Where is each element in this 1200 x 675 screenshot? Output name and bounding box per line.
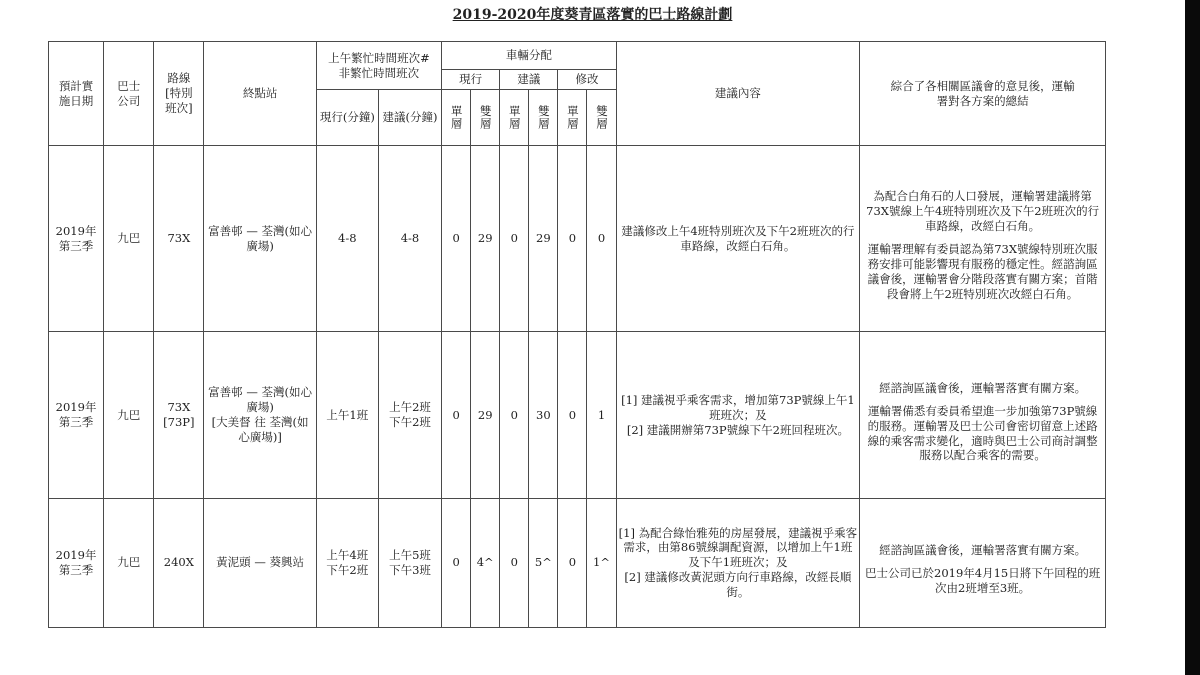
header-proposed-double-deck: 雙層 — [529, 90, 558, 146]
header-row-1 — [49, 42, 1106, 70]
cell-fleet-current-single: 0 — [442, 146, 471, 332]
summary-paragraph: 運輸署備悉有委員希望進一步加強第73P號線的服務。運輸署及巴士公司會密切留意上述路線的乘客需求變化，適時與巴士公司商討調整服務以配合乘客的需要。 — [867, 403, 1098, 463]
header-revised-single-deck: 單層 — [558, 90, 587, 146]
cell-summary — [860, 498, 1106, 627]
header-current-single-deck: 單層 — [442, 90, 471, 146]
cell-summary — [860, 146, 1106, 332]
cell-current-frequency: 上午4班 下午2班 — [316, 498, 378, 627]
cell-proposed-frequency: 4-8 — [378, 146, 441, 332]
cell-fleet-revised-double: 0 — [587, 146, 616, 332]
header-proposed-min: 建議(分鐘) — [378, 90, 441, 146]
cell-proposal — [616, 332, 860, 498]
table-row — [49, 146, 1106, 332]
document-title-text: 2019-2020年度葵青區落實的巴士路線計劃 — [452, 7, 733, 23]
cell-company: 九巴 — [104, 498, 154, 627]
header-date: 預計實施日期 — [49, 42, 104, 146]
cell-fleet-revised-double: 1^ — [587, 498, 616, 627]
header-company: 巴士公司 — [104, 42, 154, 146]
header-current-min: 現行(分鐘) — [316, 90, 378, 146]
terminus-line: [大美督 往 荃灣(如心廣場)] — [211, 415, 309, 444]
cell-fleet-revised-single: 0 — [558, 146, 587, 332]
header-fleet-revised: 修改 — [558, 70, 616, 90]
table-row — [49, 332, 1106, 498]
table-row — [49, 498, 1106, 627]
cell-fleet-proposed-single: 0 — [500, 332, 529, 498]
cell-fleet-current-single: 0 — [442, 498, 471, 627]
cell-proposed-frequency: 上午2班 下午2班 — [378, 332, 441, 498]
cell-company: 九巴 — [104, 332, 154, 498]
cell-fleet-proposed-double: 30 — [529, 332, 558, 498]
header-revised-double-deck: 雙層 — [587, 90, 616, 146]
cell-date: 2019年第三季 — [49, 146, 104, 332]
header-fleet-current: 現行 — [442, 70, 500, 90]
summary-paragraph: 為配合白角石的人口發展，運輸署建議將第73X號線上午4班特別班次及下午2班班次的行車路線，改經白石角。 — [866, 189, 1100, 234]
cell-route: 73X [73P] — [154, 332, 204, 498]
cell-current-frequency: 4-8 — [316, 146, 378, 332]
header-route: 路線[特別班次] — [154, 42, 204, 146]
cell-fleet-proposed-double: 29 — [529, 146, 558, 332]
cell-fleet-revised-single: 0 — [558, 332, 587, 498]
cell-current-frequency: 上午1班 — [316, 332, 378, 498]
header-frequency-group: 上午繁忙時間班次#非繁忙時間班次 — [316, 42, 441, 90]
cell-terminus: 黃泥頭 — 葵興站 — [204, 498, 316, 627]
scan-edge-strip — [1185, 0, 1200, 675]
cell-fleet-revised-double: 1 — [587, 332, 616, 498]
route-plan-table — [48, 41, 1106, 628]
cell-proposed-frequency: 上午5班 下午3班 — [378, 498, 441, 627]
proposal-item: [1] 建議視乎乘客需求，增加第73P號線上午1班班次；及 — [621, 392, 855, 422]
proposal-item: 建議修改上午4班特別班次及下午2班班次的行車路線，改經白石角。 — [621, 223, 855, 253]
cell-terminus: 富善邨 — 荃灣(如心廣場) — [204, 146, 316, 332]
cell-summary — [860, 332, 1106, 498]
cell-fleet-proposed-double: 5^ — [529, 498, 558, 627]
cell-fleet-current-double: 4^ — [471, 498, 500, 627]
cell-proposal — [616, 146, 860, 332]
cell-route: 240X — [154, 498, 204, 627]
terminus-line: 富善邨 — 荃灣(如心廣場) — [208, 385, 312, 415]
header-terminus: 終點站 — [204, 42, 316, 146]
proposal-item: [2] 建議開辦第73P號線下午2班回程班次。 — [626, 422, 849, 437]
header-summary: 綜合了各相關區議會的意見後，運輸署對各方案的總結 — [860, 42, 1106, 146]
cell-fleet-current-single: 0 — [442, 332, 471, 498]
proposal-item: [1] 為配合綠怡雅苑的房屋發展，建議視乎乘客需求，由第86號線調配資源，以增加上午1班及下午1班班次；及 — [618, 525, 858, 570]
proposal-item: [2] 建議修改黃泥頭方向行車路線，改經長順街。 — [624, 570, 852, 600]
document-title — [0, 4, 1185, 24]
summary-paragraph: 運輸署理解有委員認為第73X號線特別班次服務安排可能影響現有服務的穩定性。經諮詢區議會後，運輸署會分階段落實有關方案；首階段會將上午2班特別班次改經白石角。 — [867, 242, 1098, 302]
cell-fleet-current-double: 29 — [471, 332, 500, 498]
header-fleet-group: 車輛分配 — [442, 42, 616, 70]
summary-paragraph: 巴士公司已於2019年4月15日將下午回程的班次由2班增至3班。 — [865, 566, 1101, 596]
summary-paragraph: 經諮詢區議會後，運輸署落實有關方案。 — [879, 380, 1087, 395]
header-proposal: 建議內容 — [616, 42, 860, 146]
cell-fleet-proposed-single: 0 — [500, 146, 529, 332]
summary-paragraph: 經諮詢區議會後，運輸署落實有關方案。 — [879, 543, 1087, 558]
cell-terminus — [204, 332, 316, 498]
cell-fleet-current-double: 29 — [471, 146, 500, 332]
header-fleet-proposed: 建議 — [500, 70, 558, 90]
cell-company: 九巴 — [104, 146, 154, 332]
cell-proposal — [616, 498, 860, 627]
cell-fleet-revised-single: 0 — [558, 498, 587, 627]
header-proposed-single-deck: 單層 — [500, 90, 529, 146]
cell-fleet-proposed-single: 0 — [500, 498, 529, 627]
cell-date: 2019年第三季 — [49, 498, 104, 627]
cell-route: 73X — [154, 146, 204, 332]
header-current-double-deck: 雙層 — [471, 90, 500, 146]
cell-date: 2019年第三季 — [49, 332, 104, 498]
